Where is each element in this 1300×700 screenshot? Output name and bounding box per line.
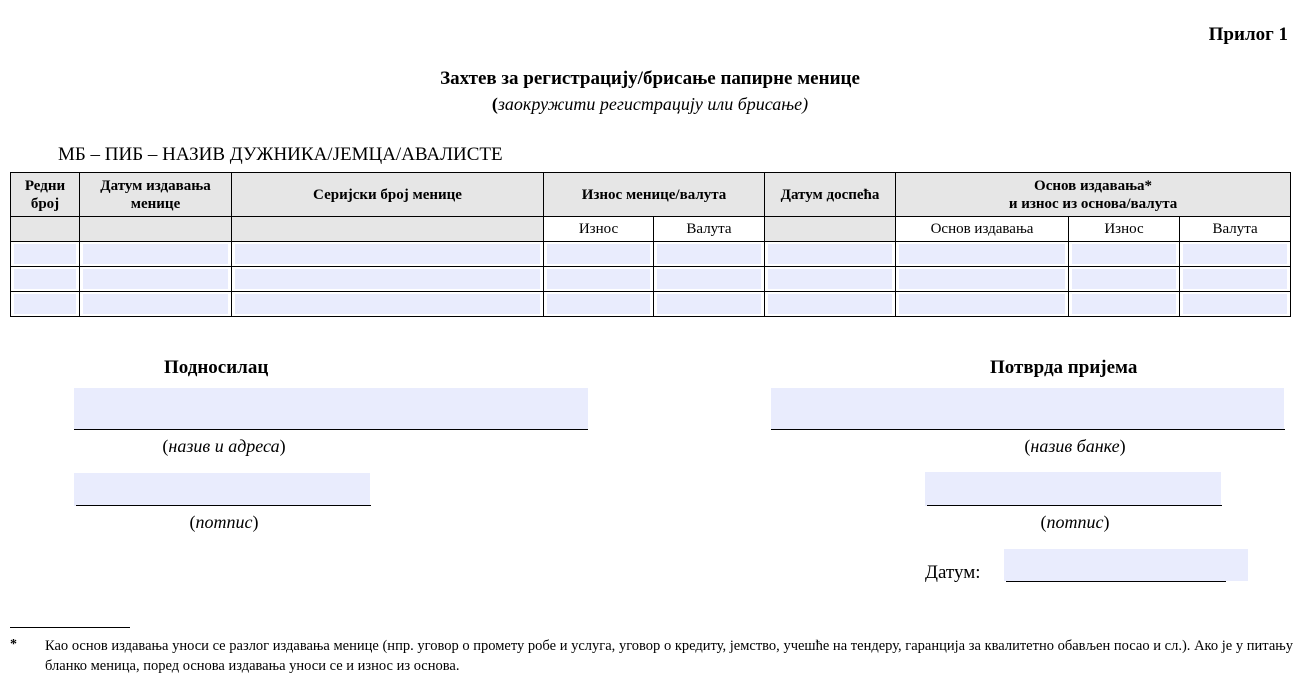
subheader-basis-amount: Износ xyxy=(1069,217,1180,242)
header-ordinal xyxy=(11,173,80,217)
table-cell xyxy=(1069,267,1180,292)
table-cell xyxy=(654,242,765,267)
table-cell xyxy=(896,267,1069,292)
receipt-signature-field[interactable] xyxy=(925,472,1221,506)
annex-label: Прилог 1 xyxy=(1208,24,1288,45)
issue-date-input[interactable] xyxy=(83,269,228,289)
table-cell xyxy=(11,292,80,317)
currency-input[interactable] xyxy=(657,294,761,314)
subheader-empty xyxy=(11,217,80,242)
applicant-title: Подносилац xyxy=(164,357,269,378)
subheader-basis: Основ издавања xyxy=(896,217,1069,242)
basis-amount-input[interactable] xyxy=(1072,244,1176,264)
table-cell xyxy=(1069,292,1180,317)
basis-currency-input[interactable] xyxy=(1183,269,1287,289)
table-cell xyxy=(11,267,80,292)
issue-date-input[interactable] xyxy=(83,294,228,314)
receipt-signature-line xyxy=(927,505,1222,506)
currency-input[interactable] xyxy=(657,244,761,264)
table-cell xyxy=(654,292,765,317)
table-cell xyxy=(232,267,544,292)
table-cell xyxy=(232,292,544,317)
applicant-signature-field[interactable] xyxy=(74,473,370,506)
table-cell xyxy=(1180,242,1291,267)
header-issue-date xyxy=(80,173,232,217)
header-basis-line2: и износ из основа/валута xyxy=(1008,195,1178,212)
table-cell xyxy=(1069,242,1180,267)
bank-name-caption-text: назив банке xyxy=(1030,436,1120,456)
table-cell xyxy=(232,242,544,267)
amount-input[interactable] xyxy=(547,244,650,264)
table-cell xyxy=(544,242,654,267)
applicant-name-caption-text: назив и адреса xyxy=(168,436,280,456)
table-cell xyxy=(1180,292,1291,317)
basis-currency-input[interactable] xyxy=(1183,244,1287,264)
serial-input[interactable] xyxy=(235,244,540,264)
subheader-empty xyxy=(232,217,544,242)
date-label: Датум: xyxy=(925,562,981,583)
subheader-currency: Валута xyxy=(654,217,765,242)
header-amount-currency: Износ менице/валута xyxy=(544,173,765,217)
header-due-date: Датум доспећа xyxy=(765,173,896,217)
due-date-input[interactable] xyxy=(768,244,892,264)
amount-input[interactable] xyxy=(547,269,650,289)
subtitle-text: заокружити регистрацију или брисање xyxy=(497,94,803,114)
footnote-mark: * xyxy=(10,637,17,652)
date-line xyxy=(1006,581,1226,582)
subtitle-open-paren: ( xyxy=(491,94,498,114)
applicant-name-caption: (назив и адреса) xyxy=(162,436,286,456)
table-cell xyxy=(544,292,654,317)
table-cell xyxy=(1180,267,1291,292)
table-subheader-row xyxy=(11,217,1291,242)
subheader-amount: Износ xyxy=(544,217,654,242)
table-cell xyxy=(544,267,654,292)
table-cell xyxy=(80,242,232,267)
basis-amount-input[interactable] xyxy=(1072,269,1176,289)
currency-input[interactable] xyxy=(657,269,761,289)
amount-input[interactable] xyxy=(547,294,650,314)
applicant-signature-caption: (потпис) xyxy=(189,512,259,532)
footnote-rule xyxy=(10,627,130,628)
ordinal-input[interactable] xyxy=(14,294,76,314)
header-serial: Серијски број менице xyxy=(232,173,544,217)
header-basis xyxy=(896,173,1291,217)
basis-currency-input[interactable] xyxy=(1183,294,1287,314)
ordinal-input[interactable] xyxy=(14,269,76,289)
serial-input[interactable] xyxy=(235,294,540,314)
basis-input[interactable] xyxy=(899,269,1065,289)
header-basis-line1: Основ издавања* xyxy=(1034,177,1153,194)
basis-amount-input[interactable] xyxy=(1072,294,1176,314)
subheader-empty xyxy=(80,217,232,242)
basis-input[interactable] xyxy=(899,244,1065,264)
table-cell xyxy=(11,242,80,267)
table-cell xyxy=(896,292,1069,317)
subtitle-close-paren: ) xyxy=(802,94,809,114)
applicant-name-field[interactable] xyxy=(74,388,588,430)
due-date-input[interactable] xyxy=(768,294,892,314)
bank-name-caption: (назив банке) xyxy=(1024,436,1126,456)
applicant-signature-caption-text: потпис xyxy=(195,512,253,532)
header-issue-date-line2: менице xyxy=(130,195,181,212)
applicant-name-line xyxy=(74,429,588,430)
subheader-basis-currency: Валута xyxy=(1180,217,1291,242)
header-ordinal-line1: Редни xyxy=(24,177,66,194)
footnote-text: Као основ издавања уноси се разлог издавања менице (нпр. уговор о промету робе и услуга, уговор о кредиту, јемство, учешће на тендеру, гаранција за квалитетно обављен посао и сл.). Ако је у питању бланко меница, поред основа издавања уноси се и износ из основа. xyxy=(45,638,1293,674)
subheader-empty xyxy=(765,217,896,242)
issue-date-input[interactable] xyxy=(83,244,228,264)
table-cell xyxy=(80,292,232,317)
basis-input[interactable] xyxy=(899,294,1065,314)
table-header-row xyxy=(11,173,1291,217)
receipt-title: Потврда пријема xyxy=(990,357,1138,378)
ordinal-input[interactable] xyxy=(14,244,76,264)
date-field[interactable] xyxy=(1004,549,1248,581)
bank-name-line xyxy=(771,429,1285,430)
serial-input[interactable] xyxy=(235,269,540,289)
table-row xyxy=(11,242,1291,267)
form-subtitle xyxy=(0,94,1300,115)
receipt-signature-caption: (потпис) xyxy=(1040,512,1110,532)
header-issue-date-line1: Датум издавања xyxy=(100,177,211,194)
table-cell xyxy=(765,242,896,267)
applicant-signature-line xyxy=(76,505,371,506)
table-row xyxy=(11,267,1291,292)
bank-name-field[interactable] xyxy=(771,388,1284,430)
table-cell xyxy=(765,292,896,317)
bills-table xyxy=(10,172,1291,317)
header-ordinal-line2: број xyxy=(30,195,60,212)
table-cell xyxy=(654,267,765,292)
table-cell xyxy=(896,242,1069,267)
table-cell xyxy=(765,267,896,292)
receipt-signature-caption-text: потпис xyxy=(1046,512,1104,532)
due-date-input[interactable] xyxy=(768,269,892,289)
table-cell xyxy=(80,267,232,292)
table-caption: МБ – ПИБ – НАЗИВ ДУЖНИКА/ЈЕМЦА/АВАЛИСТЕ xyxy=(58,144,503,165)
table-row xyxy=(11,292,1291,317)
form-title: Захтев за регистрацију/брисање папирне менице xyxy=(440,68,860,89)
